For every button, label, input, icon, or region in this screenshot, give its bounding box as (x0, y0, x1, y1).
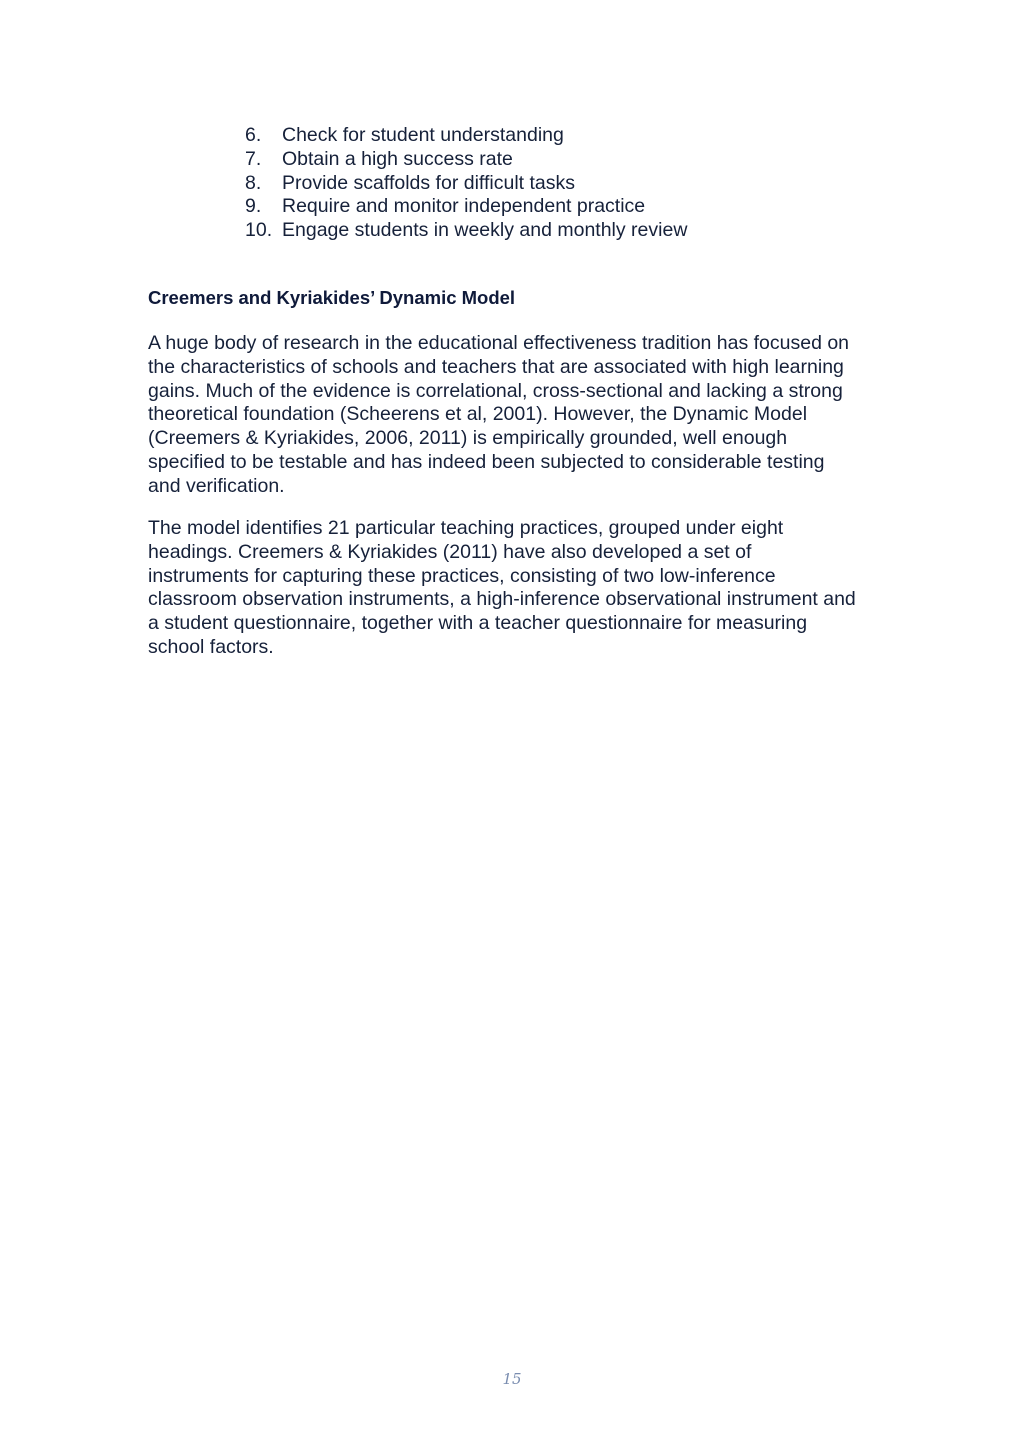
paragraph-line: The model identifies 21 particular teaching practices, grouped under eight (148, 517, 784, 539)
list-item-text: Require and monitor independent practice (282, 195, 646, 218)
paragraph-line: school factors. (148, 635, 274, 658)
paragraph-research-body (148, 332, 849, 499)
paragraph-line: the characteristics of schools and teachers that are associated with high learning (148, 355, 844, 378)
list-item-number: 9. (245, 195, 262, 218)
paragraph-line: A huge body of research in the educational effectiveness tradition has focused on (148, 332, 850, 354)
list-item (245, 195, 687, 219)
paragraph-line: a student questionnaire, together with a teacher questionnaire for measuring (148, 612, 808, 635)
list-item (245, 172, 687, 196)
list-item-number: 8. (245, 171, 262, 194)
paragraph-line: gains. Much of the evidence is correlational, cross-sectional and lacking a strong (148, 379, 843, 402)
paragraph-line: theoretical foundation (Scheerens et al, 2001). However, the Dynamic Model (148, 403, 808, 426)
section-heading: Creemers and Kyriakides’ Dynamic Model (148, 287, 516, 308)
list-item-text: Check for student understanding (282, 124, 564, 146)
list-item-number: 7. (245, 147, 262, 170)
list-item-text: Provide scaffolds for difficult tasks (282, 171, 575, 194)
paragraph-line: specified to be testable and has indeed been subjected to considerable testing (148, 450, 825, 473)
paragraph-line: (Creemers & Kyriakides, 2006, 2011) is empirically grounded, well enough (148, 427, 788, 450)
list-item (245, 148, 687, 172)
paragraph-line: headings. Creemers & Kyriakides (2011) have also developed a set of (148, 540, 752, 563)
list-item (245, 124, 687, 148)
paragraph-line: classroom observation instruments, a high-inference observational instrument and (148, 588, 856, 611)
paragraph-line: instruments for capturing these practices, consisting of two low-inference (148, 564, 776, 587)
list-item (245, 219, 687, 243)
numbered-list (245, 124, 687, 243)
list-item-number: 6. (245, 124, 262, 146)
paragraph-line: and verification. (148, 474, 285, 497)
list-item-text: Obtain a high success rate (282, 147, 513, 170)
paragraph-model-description (148, 517, 856, 660)
page-number: 15 (502, 1370, 522, 1388)
list-item-number: 10. (245, 219, 273, 242)
list-item-text: Engage students in weekly and monthly review (282, 219, 688, 242)
